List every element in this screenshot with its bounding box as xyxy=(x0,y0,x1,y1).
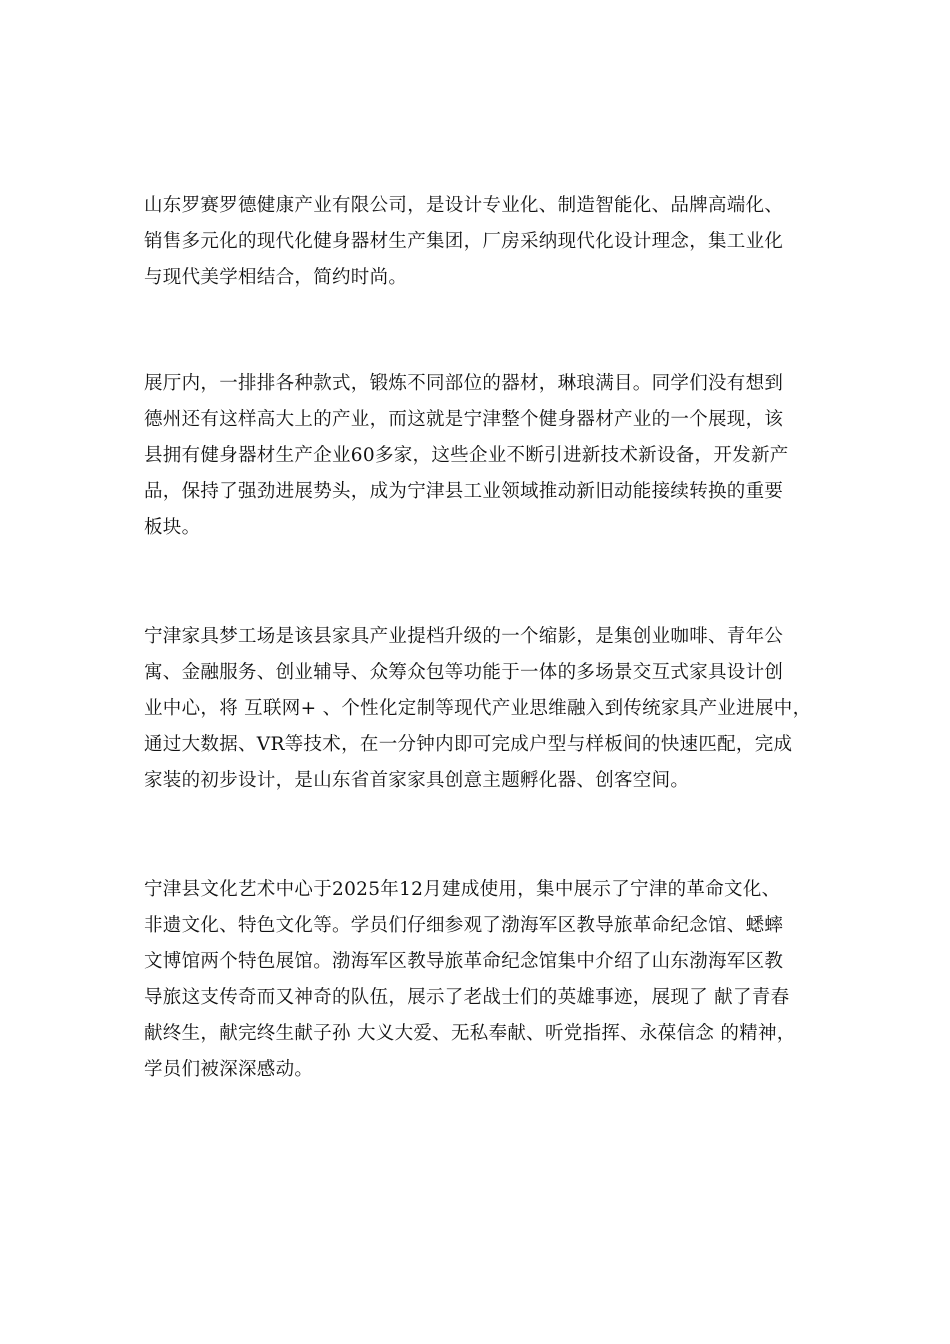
text-line: 山东罗赛罗德健康产业有限公司，是设计专业化、制造智能化、品牌高端化、 xyxy=(144,195,784,216)
text-line: 县拥有健身器材生产企业60多家，这些企业不断引进新技术新设备，开发新产 xyxy=(144,445,789,466)
text-line: 展厅内，一排排各种款式，锻炼不同部位的器材，琳琅满目。同学们没有想到 xyxy=(144,373,784,394)
paragraph-company-intro xyxy=(144,188,820,296)
paragraph-showroom xyxy=(144,366,820,546)
text-line: 宁津家具梦工场是该县家具产业提档升级的一个缩影，是集创业咖啡、青年公 xyxy=(144,626,784,647)
text-line: 宁津县文化艺术中心于2025年12月建成使用，集中展示了宁津的革命文化、 xyxy=(144,879,781,900)
text-line: 家装的初步设计，是山东省首家家具创意主题孵化器、创客空间。 xyxy=(144,770,690,791)
text-line: 文博馆两个特色展馆。渤海军区教导旅革命纪念馆集中介绍了山东渤海军区教 xyxy=(144,951,784,972)
text-line: 销售多元化的现代化健身器材生产集团，厂房采纳现代化设计理念，集工业化 xyxy=(144,231,784,252)
text-line: 导旅这支传奇而又神奇的队伍，展示了老战士们的英雄事迹，展现了 献了青春 xyxy=(144,987,790,1008)
text-line: 学员们被深深感动。 xyxy=(144,1059,314,1080)
text-line: 与现代美学相结合，简约时尚。 xyxy=(144,267,408,288)
text-line: 寓、金融服务、创业辅导、众筹众包等功能于一体的多场景交互式家具设计创 xyxy=(144,662,784,683)
text-line: 板块。 xyxy=(144,517,201,538)
text-line: 献终生，献完终生献子孙 大义大爱、无私奉献、听党指挥、永葆信念 的精神， xyxy=(144,1023,796,1044)
text-line: 业中心，将 互联网+ 、个性化定制等现代产业思维融入到传统家具产业进展中， xyxy=(144,698,812,719)
paragraph-culture-center xyxy=(144,872,820,1088)
paragraph-furniture-workshop xyxy=(144,619,820,799)
text-line: 非遗文化、特色文化等。学员们仔细参观了渤海军区教导旅革命纪念馆、蟋蟀 xyxy=(144,915,784,936)
text-line: 品，保持了强劲进展势头，成为宁津县工业领域推动新旧动能接续转换的重要 xyxy=(144,481,784,502)
text-line: 通过大数据、VR等技术，在一分钟内即可完成户型与样板间的快速匹配，完成 xyxy=(144,734,793,755)
text-line: 德州还有这样高大上的产业，而这就是宁津整个健身器材产业的一个展现，该 xyxy=(144,409,784,430)
